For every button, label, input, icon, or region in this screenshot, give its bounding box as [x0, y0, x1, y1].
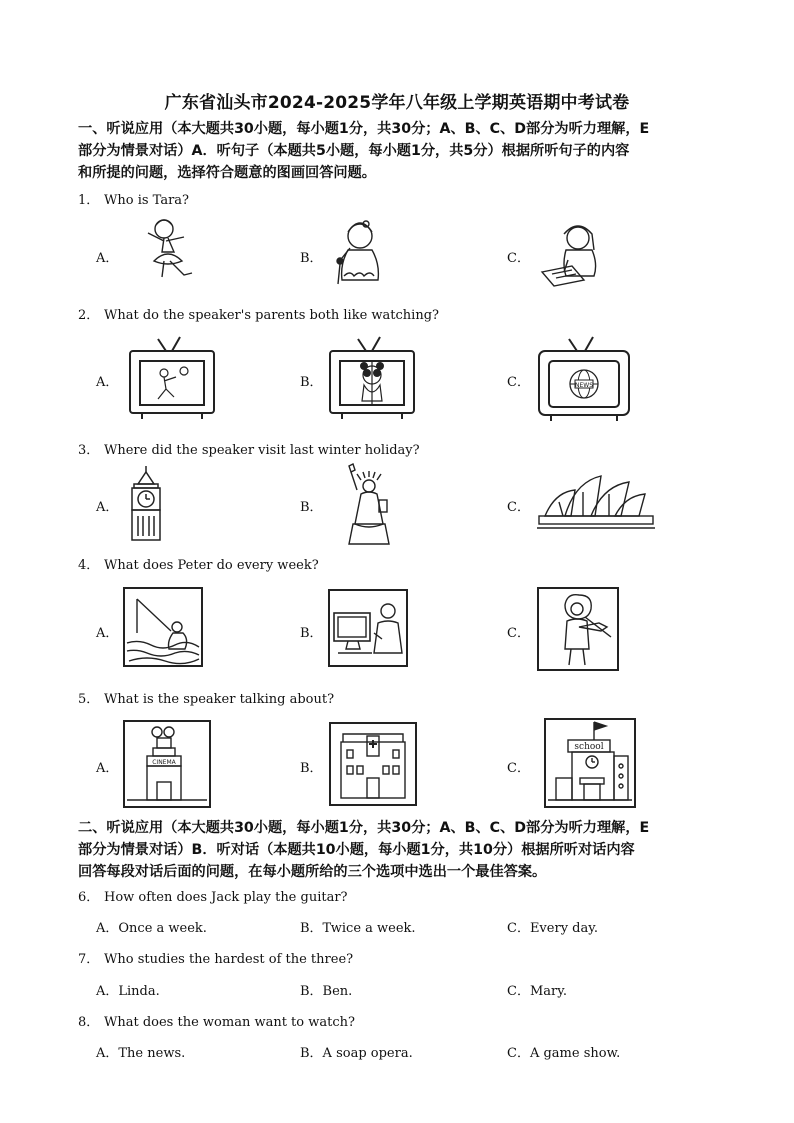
section-1-instructions: 一、听说应用（本大题共30小题，每小题1分，共30分；A、B、C、D部分为听力理解，E 部分为情景对话）A．听句子（本题共5小题，每小题1分，共5分）根据所听句子的内容 和所提的问题，选择符合题意的图画回答问题。: [78, 121, 650, 181]
news-label: NEWS: [574, 382, 594, 389]
writing-girl-picture: [538, 220, 606, 290]
fishing-picture: [123, 587, 203, 667]
option-c: C．A game show.: [507, 1046, 621, 1061]
cinema-picture: [123, 720, 211, 808]
option-label: C．: [507, 251, 530, 266]
question-5: 5． What is the speaker talking about?: [78, 692, 335, 707]
school-label: school: [574, 742, 604, 752]
option-label: C．: [507, 626, 530, 641]
violin-player-picture: [537, 587, 619, 671]
option-b: B．Ben.: [300, 984, 353, 999]
option-label: C．: [507, 761, 530, 776]
big-ben-picture: [126, 466, 166, 542]
option-a: A．The news.: [96, 1046, 186, 1061]
page-title: 广东省汕头市2024-2025学年八年级上学期英语期中考试卷: [164, 93, 630, 113]
computer-user-picture: [328, 589, 408, 667]
tv-news-picture: [537, 333, 631, 423]
question-6: 6． How often does Jack play the guitar?: [78, 890, 348, 905]
option-label: A．: [96, 375, 119, 390]
option-label: B．: [300, 761, 323, 776]
option-label: B．: [300, 626, 323, 641]
question-4: 4． What does Peter do every week?: [78, 558, 319, 573]
option-c: C．Mary.: [507, 984, 567, 999]
option-label: A．: [96, 500, 119, 515]
cinema-label: CINEMA: [152, 759, 176, 766]
option-b: B．A soap opera.: [300, 1046, 413, 1061]
singing-girl-picture: [322, 218, 394, 286]
option-a: A．Linda.: [96, 984, 160, 999]
option-label: B．: [300, 251, 323, 266]
option-b: B．Twice a week.: [300, 921, 416, 936]
option-a: A．Once a week.: [96, 921, 207, 936]
option-label: C．: [507, 375, 530, 390]
dancing-girl-picture: [136, 213, 206, 283]
option-c: C．Every day.: [507, 921, 598, 936]
sydney-opera-house-picture: [535, 472, 657, 532]
tv-animal-picture: [328, 333, 416, 421]
option-label: B．: [300, 375, 323, 390]
option-label: A．: [96, 761, 119, 776]
tv-sports-picture: [128, 333, 216, 421]
hospital-picture: [329, 722, 417, 806]
section-2-instructions: 二、听说应用（本大题共30小题，每小题1分，共30分；A、B、C、D部分为听力理解，E 部分为情景对话）B．听对话（本题共10小题，每小题1分，共10分）根据所听对话内容 回答每段对话后面的问题，在每小题所给的三个选项中选出一个最佳答案。: [78, 820, 650, 880]
option-label: A．: [96, 251, 119, 266]
school-picture: [544, 718, 636, 808]
option-label: C．: [507, 500, 530, 515]
option-label: A．: [96, 626, 119, 641]
statue-of-liberty-picture: [333, 462, 403, 546]
question-8: 8． What does the woman want to watch?: [78, 1015, 355, 1030]
option-label: B．: [300, 500, 323, 515]
question-2: 2． What do the speaker's parents both like watching?: [78, 308, 439, 323]
question-1: 1． Who is Tara?: [78, 193, 190, 208]
question-3: 3． Where did the speaker visit last winter holiday?: [78, 443, 420, 458]
question-7: 7． Who studies the hardest of the three?: [78, 952, 354, 967]
